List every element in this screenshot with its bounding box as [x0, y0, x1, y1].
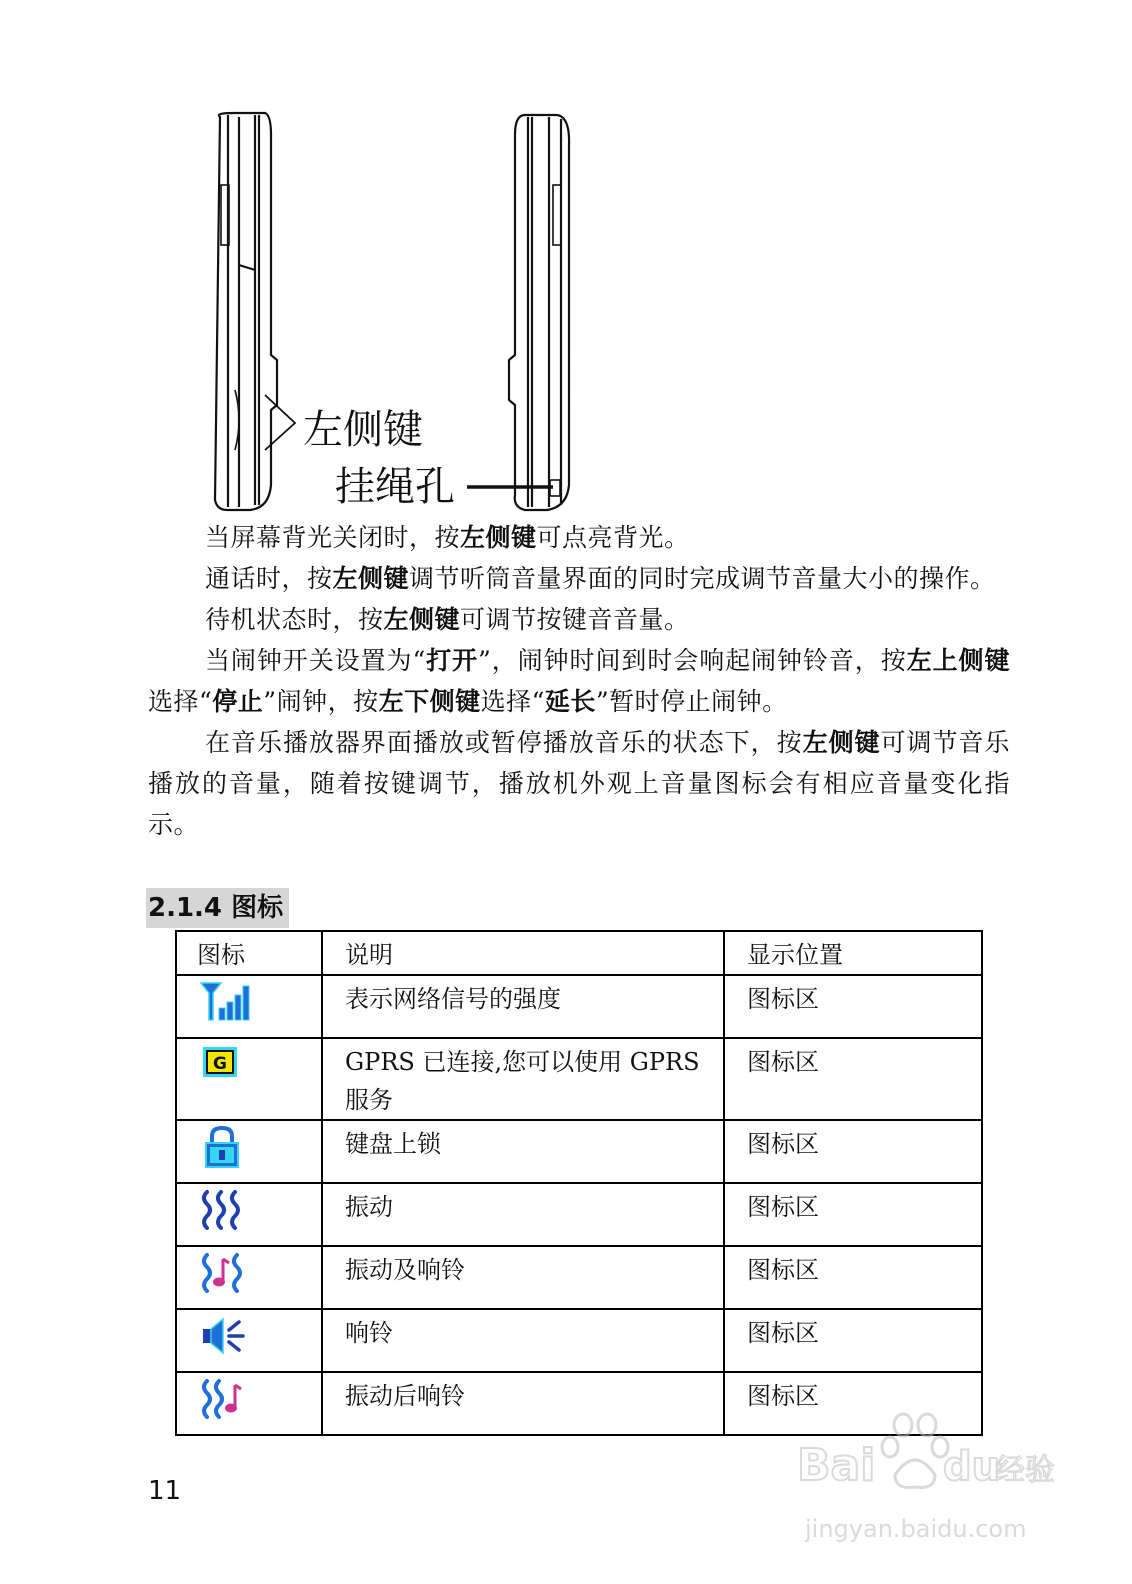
position-cell: 图标区: [724, 1120, 982, 1183]
description-cell: 表示网络信号的强度: [322, 975, 724, 1038]
icon-cell: [176, 1309, 322, 1372]
position-cell: 图标区: [724, 1309, 982, 1372]
description-cell: GPRS 已连接,您可以使用 GPRS 服务: [322, 1038, 724, 1120]
table-row: [176, 1246, 982, 1309]
ring-icon: [197, 1314, 253, 1360]
position-cell: 图标区: [724, 1183, 982, 1246]
table-header-row: [176, 931, 982, 975]
description-cell: 响铃: [322, 1309, 724, 1372]
table-row: [176, 1183, 982, 1246]
svg-text:经验: 经验: [995, 1453, 1055, 1488]
icon-table: [175, 930, 983, 1436]
svg-text:Bai: Bai: [797, 1440, 876, 1491]
table-row: [176, 1038, 982, 1120]
signal-strength-icon: [197, 980, 253, 1026]
svg-text:jingyan.baidu.com: jingyan.baidu.com: [805, 1515, 1027, 1543]
description-cell: 振动后响铃: [322, 1372, 724, 1435]
page-number: 11: [148, 1476, 182, 1506]
paragraph-alarm: 当闹钟开关设置为“打开”，闹钟时间到时会响起闹钟铃音，按左上侧键选择“停止”闹钟，按左下侧键选择“延长”暂时停止闹钟。: [148, 646, 1010, 716]
paw-logo-icon: [882, 1414, 948, 1488]
phone-right-side: [509, 115, 569, 510]
icon-cell: [176, 1246, 322, 1309]
icon-cell: [176, 1120, 322, 1183]
position-cell: 图标区: [724, 1246, 982, 1309]
phone-side-view-figure: [195, 105, 595, 520]
gprs-icon-letter: G: [213, 1054, 227, 1074]
left-key-label: 左侧键: [303, 407, 423, 453]
section-heading: 2.1.4 图标: [146, 888, 289, 928]
icon-cell: [176, 1183, 322, 1246]
keypad-lock-icon: [197, 1125, 253, 1171]
header-icon: 图标: [176, 931, 322, 975]
header-description: 说明: [322, 931, 724, 975]
icon-cell: [176, 1038, 322, 1120]
paragraph-standby: 待机状态时，按左侧键可调节按键音音量。: [205, 605, 690, 634]
vibrate-icon: [197, 1188, 253, 1234]
body-paragraphs: [148, 517, 1010, 845]
table-row: [176, 975, 982, 1038]
icon-cell: [176, 975, 322, 1038]
phone-left-side: [215, 113, 277, 510]
position-cell: 图标区: [724, 975, 982, 1038]
description-cell: 振动及响铃: [322, 1246, 724, 1309]
paragraph-music: 在音乐播放器界面播放或暂停播放音乐的状态下，按左侧键可调节音乐播放的音量，随着按键调节，播放机外观上音量图标会有相应音量变化指示。: [148, 728, 1010, 839]
vibrate-then-ring-icon: [197, 1377, 253, 1423]
vibrate-and-ring-icon: [197, 1251, 253, 1297]
lanyard-hole-label: 挂绳孔: [335, 464, 455, 510]
position-cell: 图标区: [724, 1372, 982, 1435]
icon-cell: [176, 1372, 322, 1435]
paragraph-backlight: 当屏幕背光关闭时，按左侧键可点亮背光。: [205, 523, 690, 552]
position-cell: 图标区: [724, 1038, 982, 1120]
left-key-pointer: [265, 395, 295, 450]
gprs-icon: [197, 1043, 253, 1089]
header-position: 显示位置: [724, 931, 982, 975]
paragraph-call-volume: 通话时，按左侧键调节听筒音量界面的同时完成调节音量大小的操作。: [205, 564, 996, 593]
table-row: [176, 1120, 982, 1183]
svg-text:du: du: [943, 1444, 1001, 1490]
description-cell: 振动: [322, 1183, 724, 1246]
baidu-jingyan-watermark: [795, 1405, 1055, 1555]
table-row: [176, 1309, 982, 1372]
description-cell: 键盘上锁: [322, 1120, 724, 1183]
